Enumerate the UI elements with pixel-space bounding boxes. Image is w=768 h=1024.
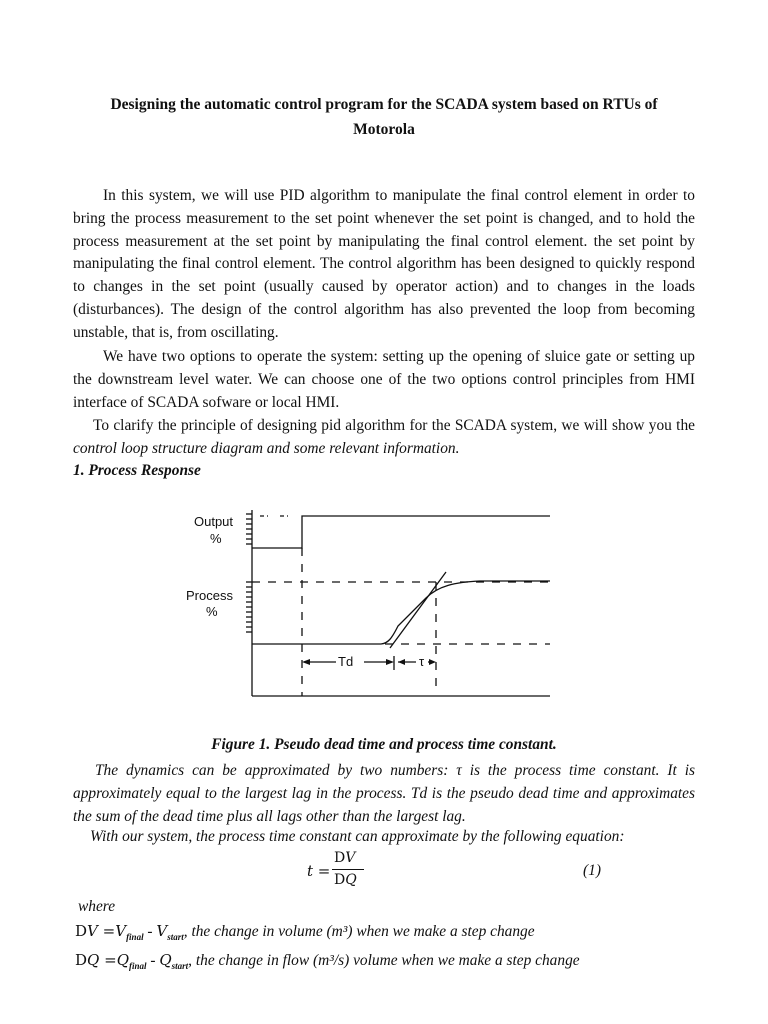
process-label: Process bbox=[186, 588, 233, 603]
definition-flow-change bbox=[75, 951, 580, 971]
figure-caption: Figure 1. Pseudo dead time and process time constant. bbox=[211, 736, 557, 753]
paragraph-4: The dynamics can be approximated by two numbers: τ is the process time constant. It is approximately equal to the largest lag in the process. Td is the pseudo dead time and approximates the sum of the dead time plus all lags other than the largest lag. bbox=[73, 762, 695, 825]
process-unit-label: % bbox=[206, 604, 218, 619]
title-line-2: Motorola bbox=[353, 121, 415, 138]
process-response-figure bbox=[180, 498, 580, 708]
v-final-symbol: V bbox=[115, 922, 127, 940]
tau-label: τ bbox=[419, 654, 425, 669]
start-subscript: start bbox=[171, 961, 189, 972]
equals-sign: = bbox=[97, 922, 116, 940]
definition-volume-change bbox=[75, 922, 535, 942]
flow-variable: Q bbox=[87, 951, 100, 969]
definition-volume-text: , the change in volume (m³) when we make a step change bbox=[183, 923, 535, 940]
minus-sign: - bbox=[146, 952, 160, 969]
denominator-delta: D bbox=[334, 872, 346, 888]
process-response-diagram bbox=[180, 498, 580, 708]
paragraph-3-italic: control loop structure diagram and some relevant information. bbox=[73, 439, 460, 457]
where-label: where bbox=[78, 898, 116, 915]
output-label: Output bbox=[194, 514, 234, 529]
output-unit-label: % bbox=[210, 531, 222, 546]
paragraph-1: In this system, we will use PID algorithm to manipulate the final control element in order to bring the process measurement to the set point whenever the set point is changed, and to hold the process measurement at the set point by manipulating the final control element. the set point by manipulating the final control element. The control algorithm has been designed to quickly respond to changes in the set point (usually caused by operator action) and to changes in the loads (disturbances). The design of the control algorithm has also prevented the loop from becoming unstable, that is, from oscillating. bbox=[73, 187, 695, 341]
minus-sign: - bbox=[143, 923, 157, 940]
numerator-delta: D bbox=[334, 850, 346, 866]
equation-denominator bbox=[334, 872, 357, 888]
paragraph-5: With our system, the process time constant can approximate by the following equation: bbox=[90, 828, 625, 845]
q-final-symbol: Q bbox=[116, 951, 129, 969]
tangent-line bbox=[390, 572, 446, 648]
paragraph-2: We have two options to operate the system: setting up the opening of sluice gate or setting up the downstream level water. We can choose one of the two options control principles from HMI interface of SCADA sofware or local HMI. bbox=[73, 348, 695, 411]
definition-flow-text: , the change in flow (m³/s) volume when we make a step change bbox=[188, 952, 580, 969]
equation-lhs: t = bbox=[307, 862, 331, 880]
numerator-variable: V bbox=[345, 850, 356, 866]
delta-symbol: D bbox=[75, 922, 88, 940]
equals-sign: = bbox=[99, 951, 117, 969]
start-subscript: start bbox=[167, 932, 184, 943]
equation-1 bbox=[300, 848, 420, 894]
delta-symbol: D bbox=[75, 951, 88, 969]
q-start-symbol: Q bbox=[159, 951, 172, 969]
denominator-variable: Q bbox=[345, 872, 357, 888]
fraction-bar bbox=[332, 869, 364, 870]
document-title bbox=[60, 92, 708, 142]
paragraph-3-text: To clarify the principle of designing pid algorithm for the SCADA system, we will show you the bbox=[93, 417, 695, 434]
process-curve bbox=[252, 581, 550, 644]
equation-numerator bbox=[334, 850, 355, 866]
section-heading: 1. Process Response bbox=[73, 462, 201, 479]
output-step-line bbox=[252, 516, 550, 548]
v-start-symbol: V bbox=[156, 922, 168, 940]
td-label: Td bbox=[338, 654, 354, 669]
paragraph-3 bbox=[73, 415, 695, 461]
title-line-1: Designing the automatic control program for the SCADA system based on RTUs of bbox=[110, 96, 658, 113]
final-subscript: final bbox=[129, 961, 147, 972]
final-subscript: final bbox=[126, 932, 144, 943]
volume-variable: V bbox=[87, 922, 98, 940]
equation-number: (1) bbox=[583, 862, 601, 879]
